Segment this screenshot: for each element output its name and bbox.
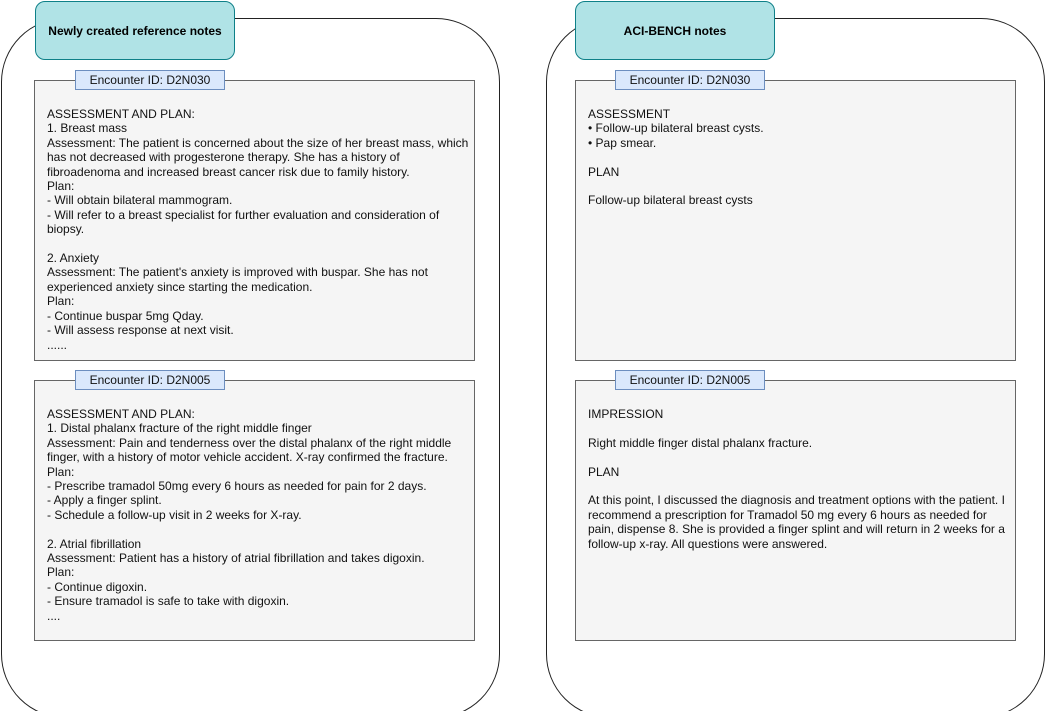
aci-bench-note-d2n005: IMPRESSION Right middle finger distal phalanx fracture. PLAN At this point, I discussed the diagnosis and treatment options with the patient. I recommend a prescription for Tramadol 50 mg every 6 hours as needed for pain, dispense 8. She is provided a finger splint and will return in 2 weeks for a follow-up x-ray. All questions were answered. [575,380,1016,641]
aci-bench-notes-header: ACI-BENCH notes [575,1,775,60]
reference-note-d2n030: ASSESSMENT AND PLAN: 1. Breast mass Assessment: The patient is concerned about the size of her breast mass, which has not decreased with progesterone therapy. She has a history of fibroadenoma and increased breast cancer risk due to family history. Plan: - Will obtain bilateral mammogram. - Will refer to a breast specialist for further evaluation and consideration of biopsy. 2. Anxiety Assessment: The patient's anxiety is improved with buspar. She has not experienced anxiety since starting the medication. Plan: - Continue buspar 5mg Qday. - Will assess response at next visit. ...... [34,80,475,361]
reference-notes-header: Newly created reference notes [35,1,235,60]
encounter-id-label: Encounter ID: D2N030 [615,70,765,90]
encounter-id-label: Encounter ID: D2N030 [75,70,225,90]
reference-note-d2n005: ASSESSMENT AND PLAN: 1. Distal phalanx fracture of the right middle finger Assessment: Pain and tenderness over the distal phalanx of the right middle finger, with a history of motor vehicle accident. X-ray confirmed the fracture. Plan: - Prescribe tramadol 50mg every 6 hours as needed for pain for 2 days. - Apply a finger splint. - Schedule a follow-up visit in 2 weeks for X-ray. 2. Atrial fibrillation Assessment: Patient has a history of atrial fibrillation and takes digoxin. Plan: - Continue digoxin. - Ensure tramadol is safe to take with digoxin. .... [34,380,475,641]
aci-bench-note-d2n030: ASSESSMENT • Follow-up bilateral breast cysts. • Pap smear. PLAN Follow-up bilateral breast cysts [575,80,1016,361]
encounter-id-label: Encounter ID: D2N005 [615,370,765,390]
encounter-id-label: Encounter ID: D2N005 [75,370,225,390]
